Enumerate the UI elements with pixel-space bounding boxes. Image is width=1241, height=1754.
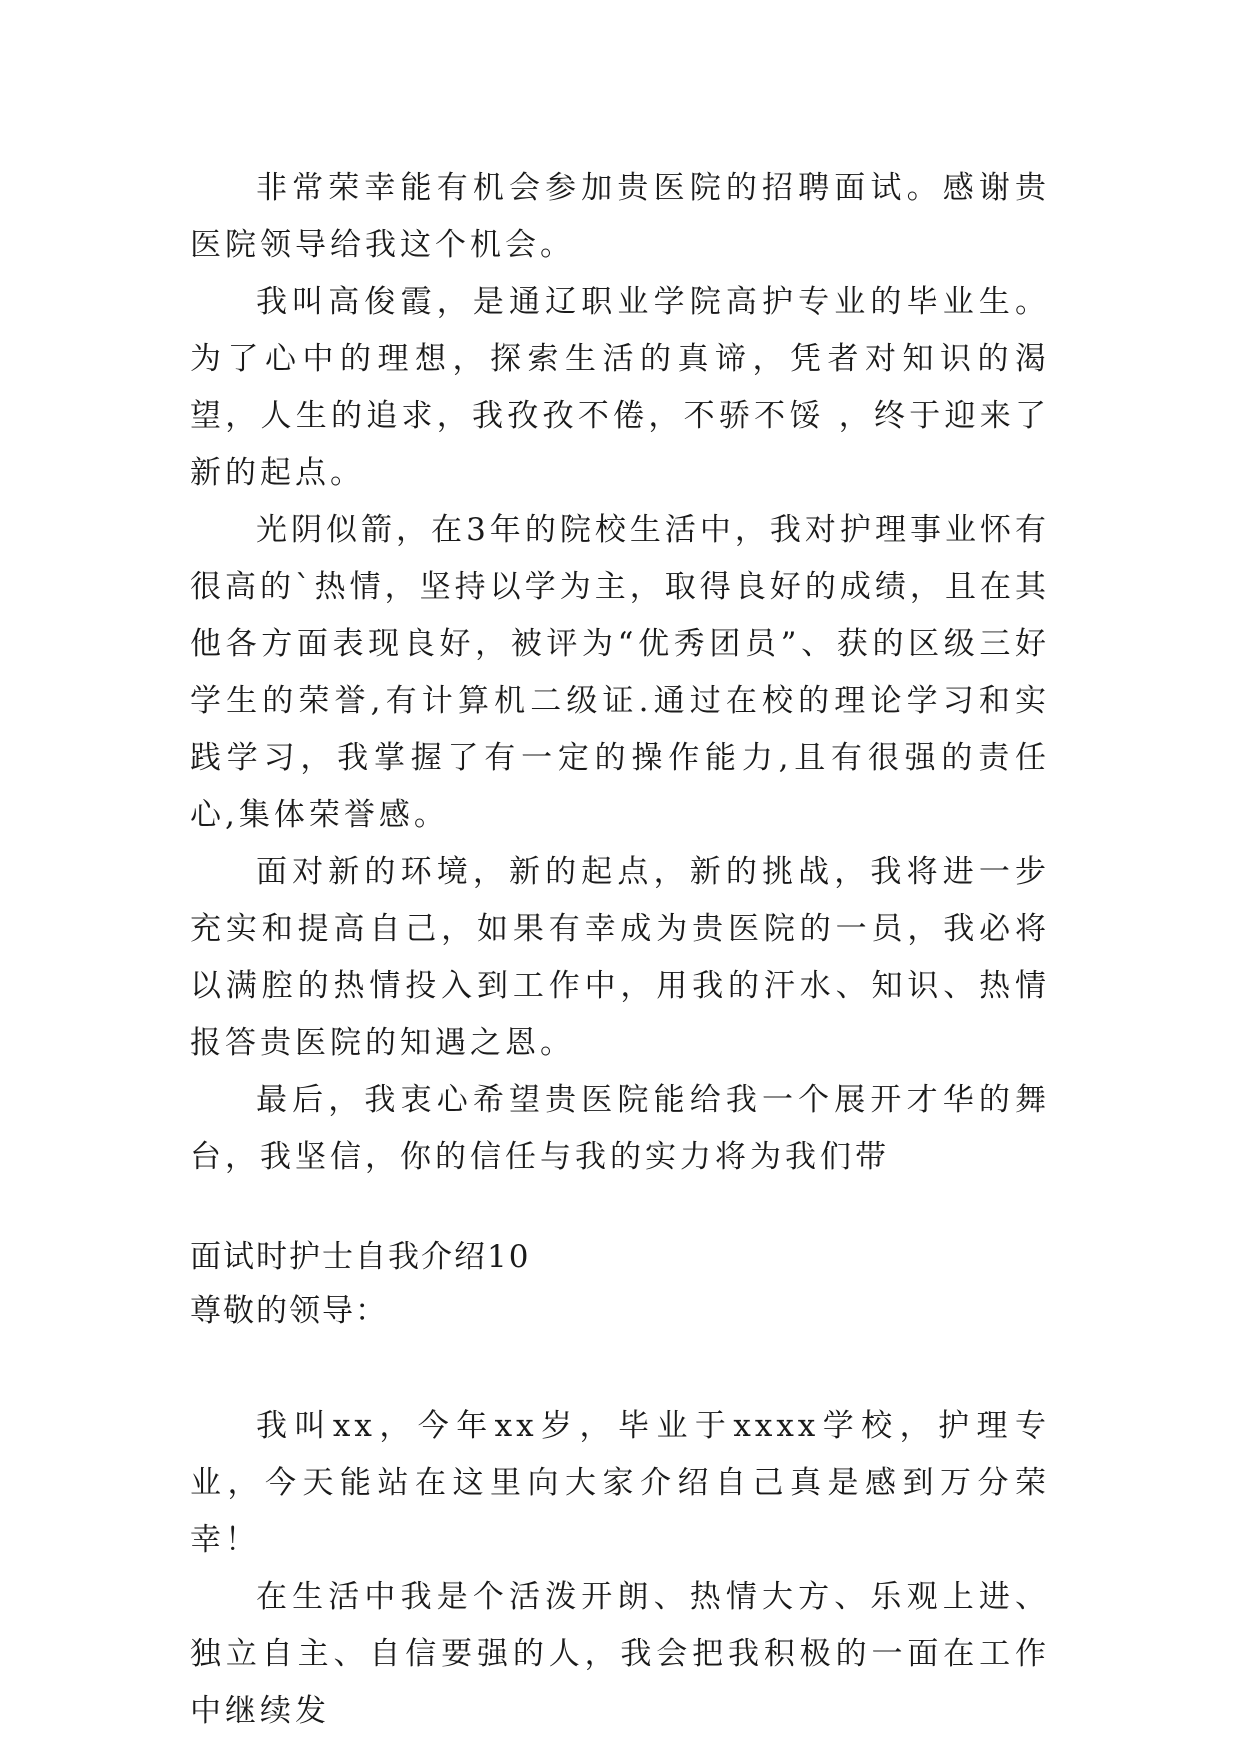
- paragraph-self-introduction: 我叫高俊霞，是通辽职业学院高护专业的毕业生。为了心中的理想，探索生活的真谛，凭者对知识的渴望，人生的追求，我孜孜不倦，不骄不馁 ，终于迎来了新的起点。: [190, 284, 1050, 491]
- paragraph-school-life: 光阴似箭，在3年的院校生活中，我对护理事业怀有很高的`热情，坚持以学为主，取得良好的成绩，且在其他各方面表现良好，被评为“优秀团员”、获的区级三好学生的荣誉,有计算机二级证.通过在校的理论学习和实践学习，我掌握了有一定的操作能力,且有很强的责任心,集体荣誉感。: [190, 512, 1050, 833]
- paragraph-new-challenge: 面对新的环境，新的起点，新的挑战，我将进一步充实和提高自己，如果有幸成为贵医院的一员，我必将以满腔的热情投入到工作中，用我的汗水、知识、热情报答贵医院的知遇之恩。: [190, 854, 1050, 1061]
- paragraph-intro-basic: 我叫xx，今年xx岁，毕业于xxxx学校，护理专业，今天能站在这里向大家介绍自己真是感到万分荣幸！: [190, 1408, 1050, 1558]
- paragraph-closing-wish: 最后，我衷心希望贵医院能给我一个展开才华的舞台，我坚信，你的信任与我的实力将为我们带: [190, 1082, 1050, 1175]
- section-spacer: [190, 1186, 1050, 1230]
- paragraph-gratitude: 非常荣幸能有机会参加贵医院的招聘面试。感谢贵医院领导给我这个机会。: [190, 170, 1050, 263]
- salutation: 尊敬的领导：: [190, 1293, 388, 1329]
- paragraph-personality: 在生活中我是个活泼开朗、热情大方、乐观上进、独立自主、自信要强的人，我会把我积极的一面在工作中继续发: [190, 1579, 1050, 1729]
- salutation-spacer: [190, 1338, 1050, 1398]
- section-title: 面试时护士自我介绍10: [190, 1239, 531, 1275]
- document-body: [190, 160, 1050, 1740]
